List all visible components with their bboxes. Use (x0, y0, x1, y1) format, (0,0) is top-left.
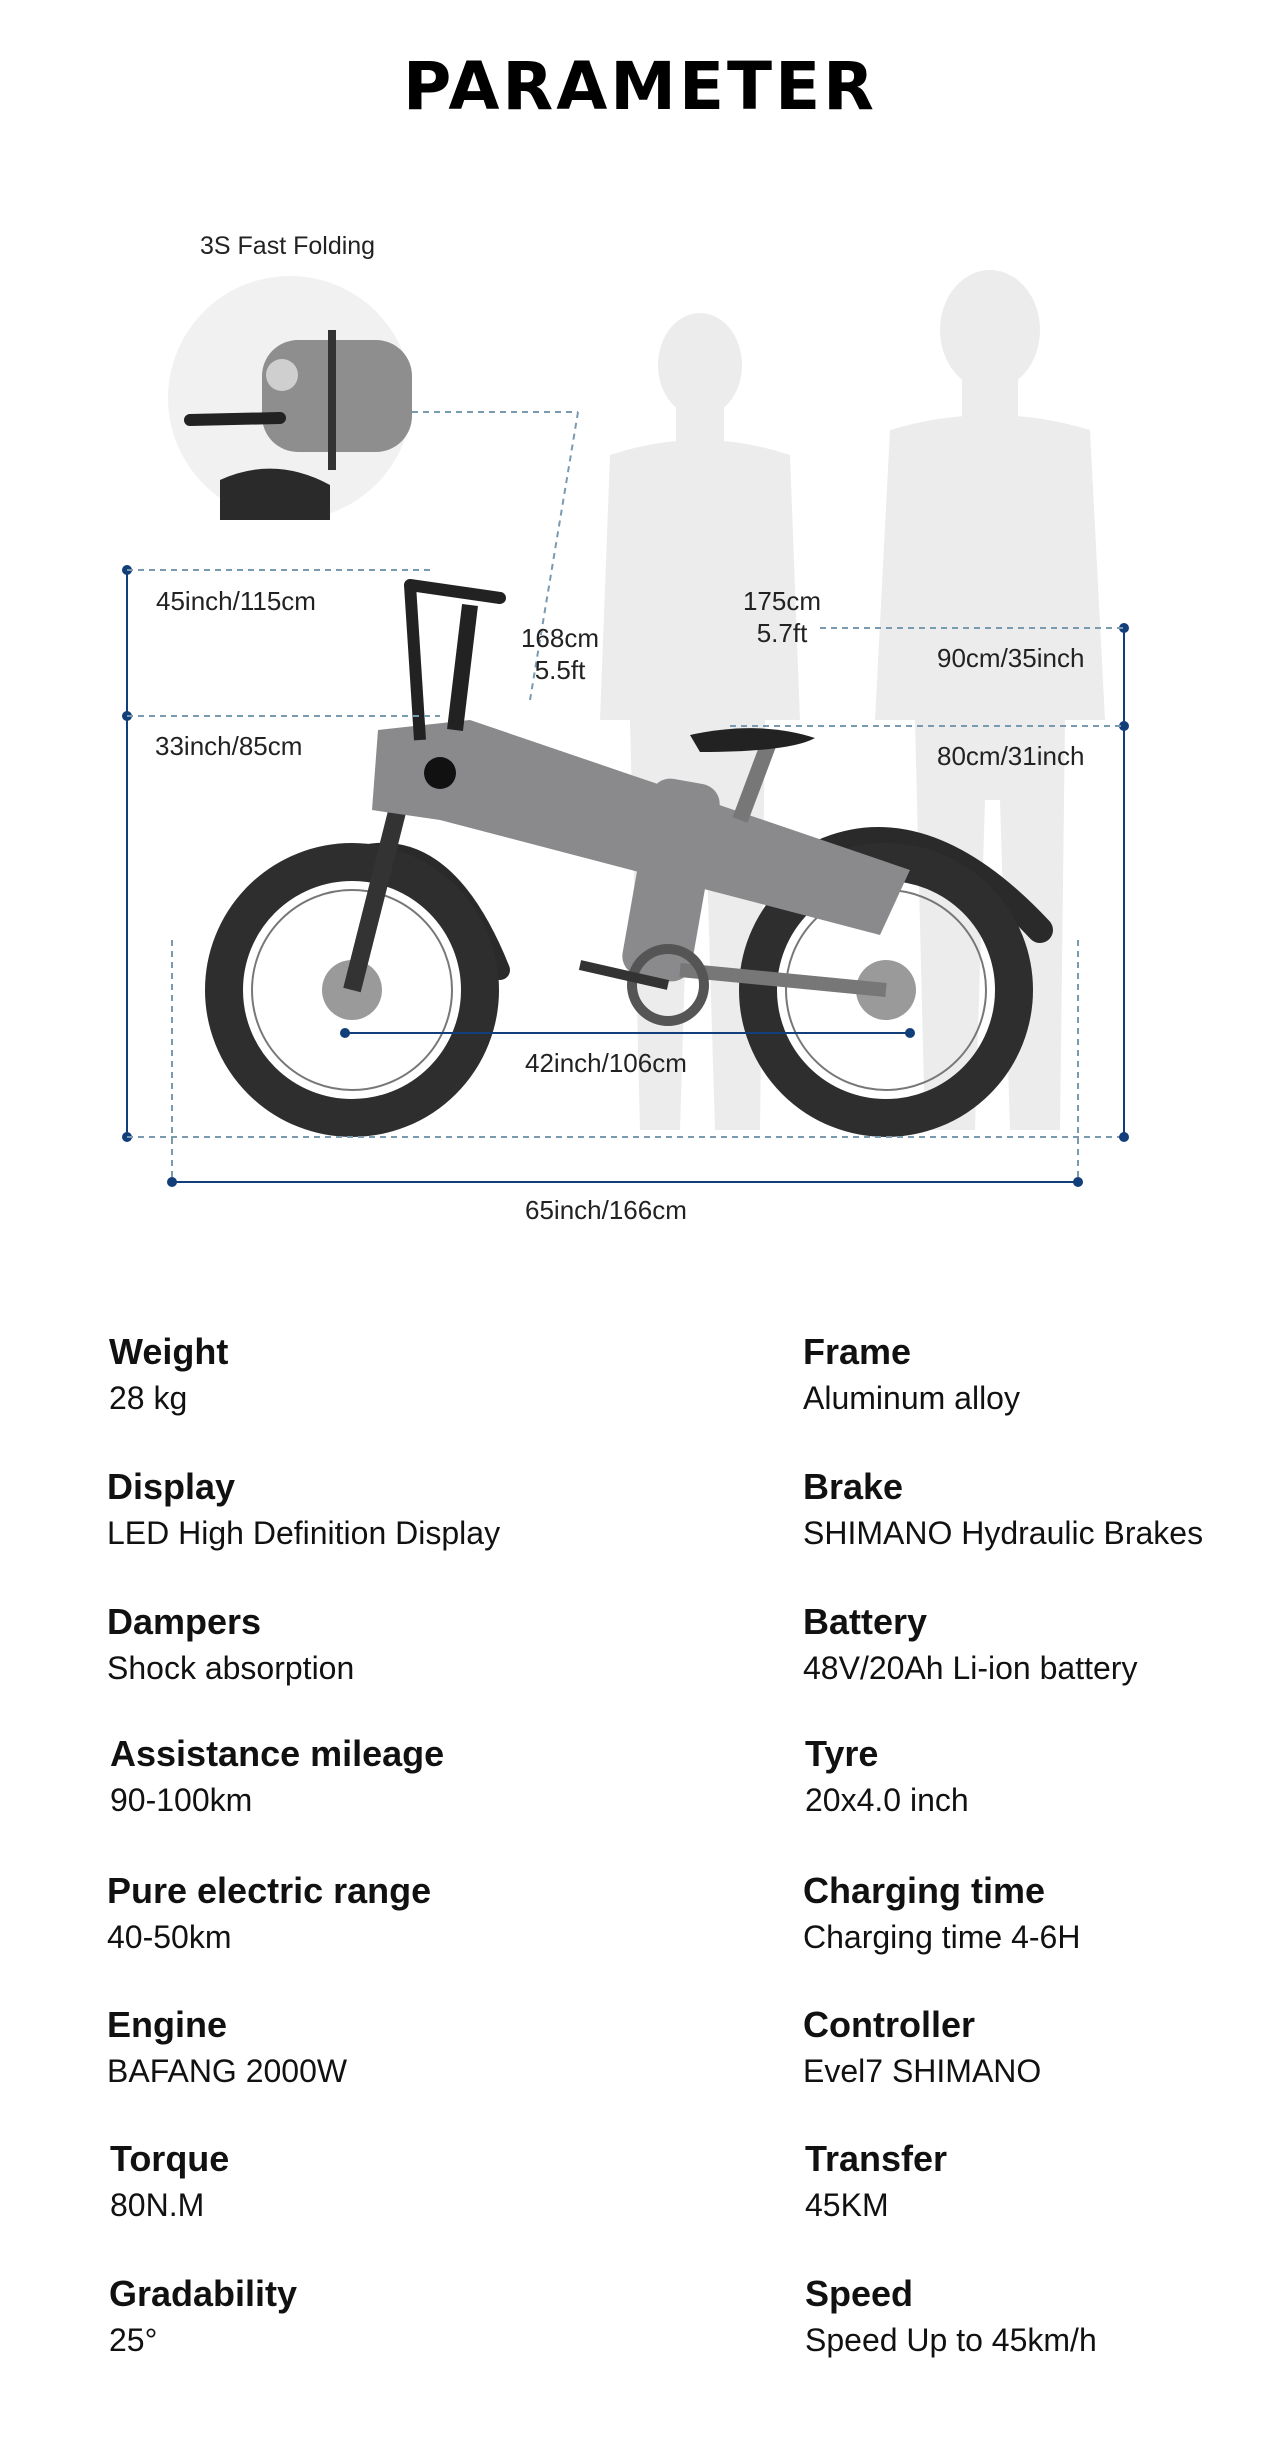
spec-value: 80N.M (110, 2187, 205, 2223)
spec-value: LED High Definition Display (107, 1515, 501, 1551)
total-length-label: 65inch/166cm (525, 1195, 687, 1225)
spec-frame (803, 1330, 1020, 1420)
spec-value: Speed Up to 45km/h (805, 2322, 1097, 2358)
spec-brake (803, 1465, 1203, 1555)
spec-label: Torque (110, 2138, 230, 2179)
spec-weight (109, 1330, 228, 1420)
spec-label: Dampers (107, 1601, 262, 1642)
spec-label: Brake (803, 1466, 904, 1507)
spec-label: Battery (803, 1601, 928, 1642)
spec-display (107, 1465, 500, 1555)
spec-tyre (805, 1732, 969, 1822)
spec-value: Charging time 4-6H (803, 1919, 1081, 1955)
spec-battery (803, 1600, 1137, 1690)
spec-pure-electric-range (107, 1869, 431, 1959)
rider-short-height (505, 622, 615, 686)
spec-label: Controller (803, 2004, 976, 2045)
spec-value: 28 kg (109, 1380, 188, 1416)
rider-tall-height-ft: 5.7ft (756, 618, 808, 648)
spec-label: Tyre (805, 1733, 879, 1774)
fold-label: 3S Fast Folding (200, 232, 376, 260)
rider-short-height-ft: 5.5ft (534, 655, 586, 685)
spec-value: BAFANG 2000W (107, 2053, 348, 2089)
rider-tall-height (727, 585, 837, 649)
spec-value: 48V/20Ah Li-ion battery (803, 1650, 1138, 1686)
spec-value: Evel7 SHIMANO (803, 2053, 1042, 2089)
spec-transfer (805, 2137, 947, 2227)
spec-label: Engine (107, 2004, 228, 2045)
spec-label: Frame (803, 1331, 912, 1372)
spec-gradability (109, 2272, 297, 2362)
rider-short-height-cm: 168cm (520, 623, 600, 653)
seat-height-max-label: 90cm/35inch (937, 643, 1085, 673)
spec-label: Pure electric range (107, 1870, 432, 1911)
spec-dampers (107, 1600, 354, 1690)
spec-charging-time (803, 1869, 1080, 1959)
spec-label: Charging time (803, 1870, 1046, 1911)
seat-frame-height-label: 33inch/85cm (155, 731, 303, 761)
spec-label: Speed (805, 2273, 914, 2314)
spec-value: 25° (109, 2322, 158, 2358)
spec-controller (803, 2003, 1041, 2093)
spec-label: Assistance mileage (110, 1733, 445, 1774)
spec-assistance-mileage (110, 1732, 444, 1822)
spec-value: Aluminum alloy (803, 1380, 1020, 1416)
spec-speed (805, 2272, 1097, 2362)
spec-label: Gradability (109, 2273, 298, 2314)
spec-label: Weight (109, 1331, 229, 1372)
spec-value: 45KM (805, 2187, 889, 2223)
page-title: PARAMETER (403, 48, 877, 125)
spec-engine (107, 2003, 347, 2093)
spec-torque (110, 2137, 229, 2227)
spec-label: Display (107, 1466, 236, 1507)
spec-value: Shock absorption (107, 1650, 355, 1686)
rider-tall-height-cm: 175cm (742, 586, 822, 616)
handlebar-height-label: 45inch/115cm (156, 586, 316, 616)
seat-height-min-label: 80cm/31inch (937, 741, 1085, 771)
wheelbase-label: 42inch/106cm (525, 1048, 687, 1078)
spec-value: 40-50km (107, 1919, 232, 1955)
spec-label: Transfer (805, 2138, 948, 2179)
spec-value: 20x4.0 inch (805, 1782, 969, 1818)
spec-value: SHIMANO Hydraulic Brakes (803, 1515, 1204, 1551)
spec-value: 90-100km (110, 1782, 253, 1818)
